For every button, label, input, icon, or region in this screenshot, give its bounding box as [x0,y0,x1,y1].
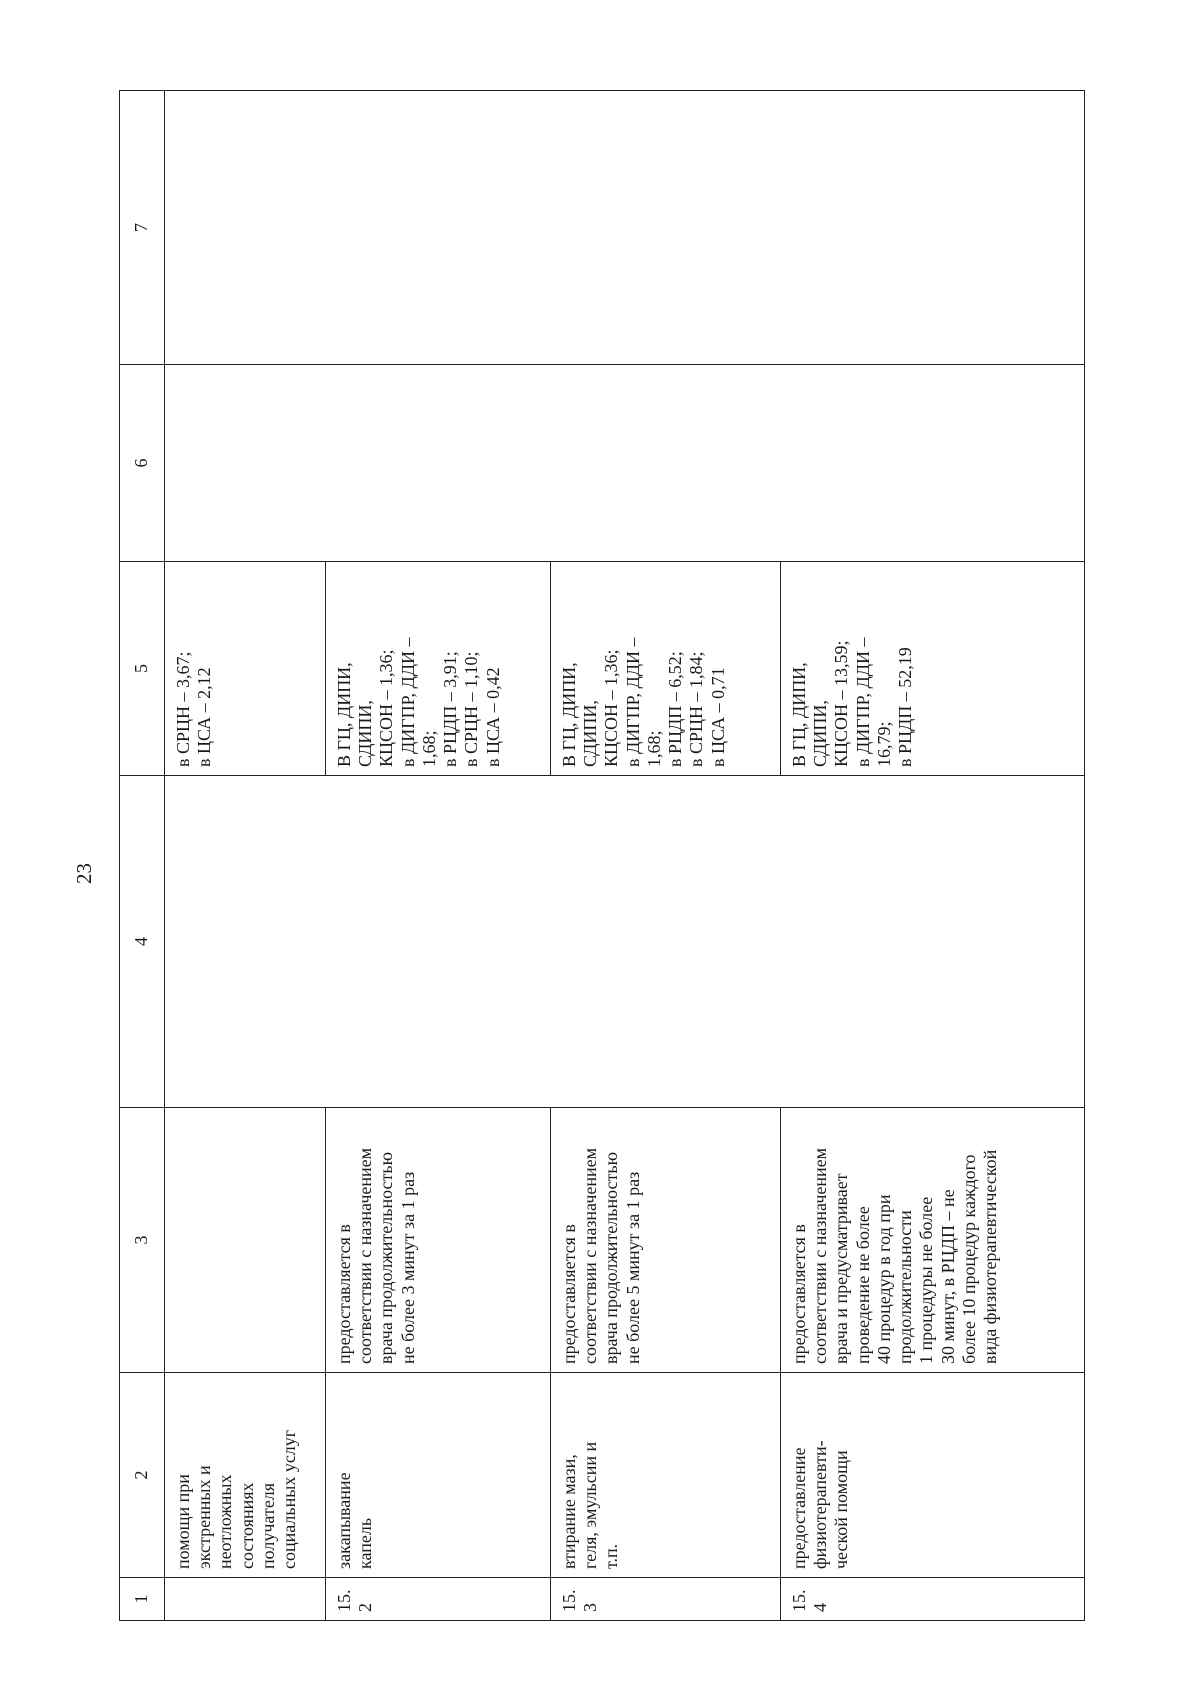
col7-cell [165,91,1085,365]
text-line: продолжительности [895,1210,916,1364]
text-line: в СРЦН – 1,84; [686,651,707,767]
text-line: в ЦСА – 0,71 [707,667,728,767]
service-name-cell [165,1373,326,1578]
text-line: неотложных [215,1474,236,1569]
text-line: КЦСОН – 1,36; [376,649,397,767]
text-line: врача продолжительностью [601,1151,622,1364]
text-line: физиотерапевти- [810,1440,831,1569]
text-line: СДИПИ, [355,700,376,767]
conditions-cell [326,1108,551,1373]
text-line: социальных услуг [279,1429,300,1569]
text-line: не более 5 минут за 1 раз [622,1171,643,1364]
locations-cell [781,562,1085,776]
row-number-cell: 15.3 [551,1578,781,1621]
services-table [119,90,1085,1621]
header-cell: 7 [120,91,165,365]
text-line: в СРЦН – 1,10; [461,651,482,767]
text-line: 40 процедур в год при [873,1194,894,1364]
service-name-cell [326,1373,551,1578]
text-line: СДИПИ, [810,700,831,767]
text-line: предоставляется в [789,1224,809,1364]
text-line: состояниях [236,1482,257,1569]
locations-cell [326,562,551,776]
text-line: В ГЦ, ДИПИ, [559,662,579,767]
text-line: более 10 процедур каждого [958,1154,979,1364]
text-line: КЦСОН – 1,36; [601,649,622,767]
header-cell: 2 [120,1373,165,1578]
text-line: соответствии с назначением [810,1147,831,1364]
service-name-cell [781,1373,1085,1578]
text-line: проведение не более [852,1206,873,1364]
conditions-cell [781,1108,1085,1373]
text-line: в ДИГПР, ДДИ – [622,637,643,767]
text-line: врача и предусматривает [831,1173,852,1364]
text-line: в РЦДП – 3,91; [440,651,461,767]
table-container [119,91,1084,1621]
conditions-cell [551,1108,781,1373]
col6-cell [165,365,1085,562]
text-line: экстренных и [194,1465,215,1569]
row-number-cell: 15.4 [781,1578,1085,1621]
header-cell: 5 [120,562,165,776]
text-line: предоставляется в [559,1224,579,1364]
text-line: соответствии с назначением [355,1147,376,1364]
service-name-cell [551,1373,781,1578]
text-line: в РЦДП – 6,52; [665,651,686,767]
text-line: В ГЦ, ДИПИ, [334,662,354,767]
header-cell: 3 [120,1108,165,1373]
text-line: в ЦСА – 2,12 [194,667,215,767]
locations-cell [165,562,326,776]
text-line: 30 минут, в РЦДП – не [937,1189,958,1364]
table-row [165,91,326,1621]
text-line: КЦСОН – 13,59; [831,640,852,767]
text-line: 1 процедуры не более [916,1196,937,1364]
text-line: вида физиотерапевтической [980,1149,1001,1364]
text-line: СДИПИ, [580,700,601,767]
page-number [70,858,98,888]
text-line: ческой помощи [831,1450,852,1569]
text-line: в ДИГПР, ДДИ – [852,637,873,767]
text-line: втирание мази, [559,1454,579,1569]
text-line: В ГЦ, ДИПИ, [789,662,809,767]
text-line: в СРЦН – 3,67; [173,651,193,767]
text-line: в РЦДП – 52,19 [895,647,916,767]
locations-cell [551,562,781,776]
text-line: 16,79; [873,721,894,767]
row-number-cell: 15.2 [326,1578,551,1621]
text-line: получателя [257,1482,278,1569]
header-cell: 1 [120,1578,165,1621]
header-cell: 6 [120,365,165,562]
text-line: в ЦСА – 0,42 [482,667,503,767]
row-number-cell [165,1578,326,1621]
text-line: закапывание [334,1472,354,1569]
text-line: врача продолжительностью [376,1151,397,1364]
header-cell: 4 [120,776,165,1108]
text-line: капель [355,1517,376,1569]
text-line: т.п. [601,1543,622,1569]
text-line: соответствии с назначением [580,1147,601,1364]
text-line: геля, эмульсии и [580,1441,601,1569]
table-body [120,91,1085,1621]
page-number-text: 23 [71,862,96,884]
conditions-cell [165,1108,326,1373]
text-line: 1,68; [418,730,439,767]
text-line: помощи при [173,1474,193,1569]
table-header-row [120,91,165,1621]
text-line: не более 3 минут за 1 раз [397,1171,418,1364]
text-line: 1,68; [643,730,664,767]
text-line: предоставление [789,1447,809,1569]
text-line: в ДИГПР, ДДИ – [397,637,418,767]
col4-cell [165,776,1085,1108]
text-line: предоставляется в [334,1224,354,1364]
